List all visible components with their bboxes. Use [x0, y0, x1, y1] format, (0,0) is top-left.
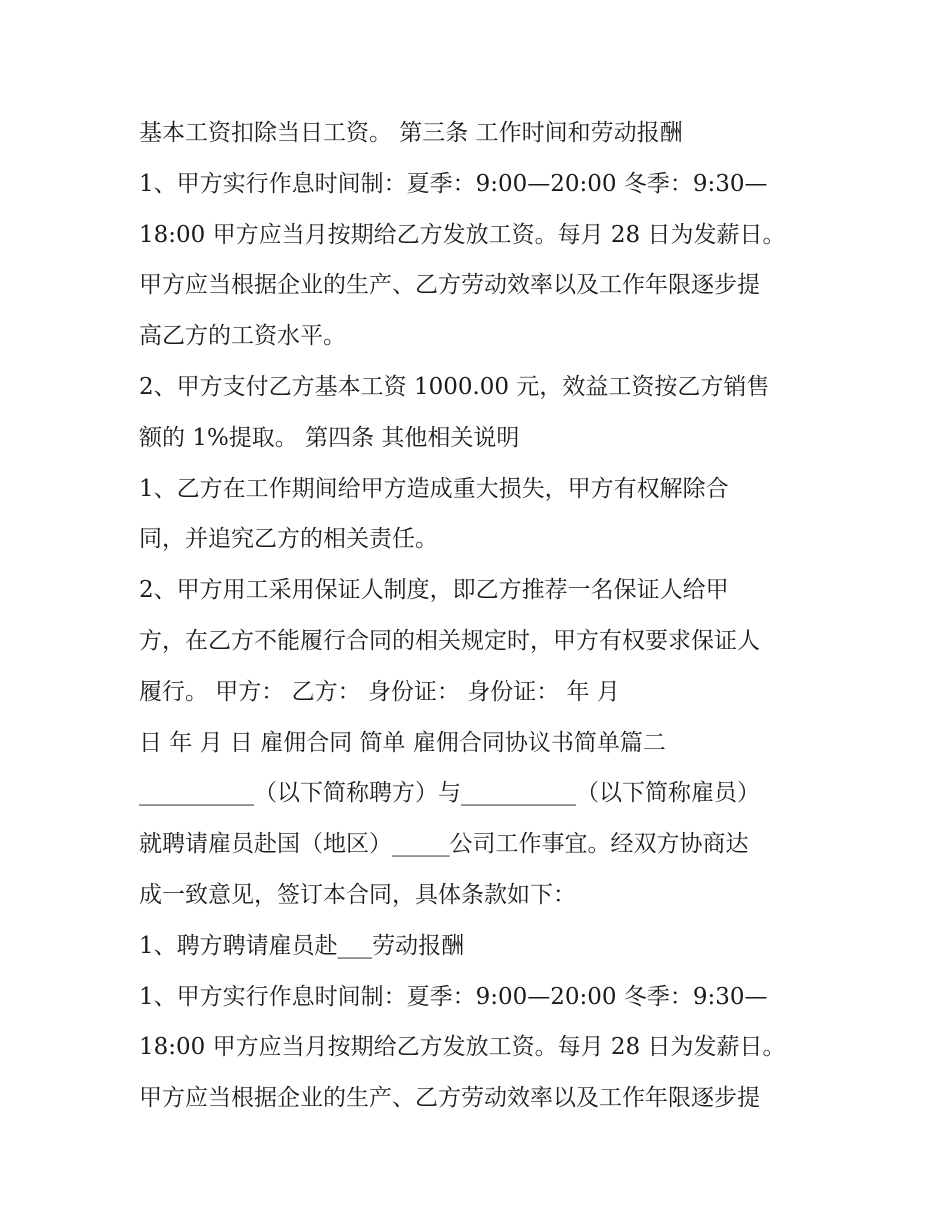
text-line: 18:00 甲方应当月按期给乙方发放工资。每月 28 日为发薪日。: [139, 221, 786, 248]
text-line: 方，在乙方不能履行合同的相关规定时，甲方有权要求保证人: [139, 627, 760, 654]
text-line: 就聘请雇员赴国（地区）_____公司工作事宜。经双方协商达: [139, 831, 749, 858]
text-line: 高乙方的工资水平。: [139, 323, 346, 350]
text-line: __________（以下简称聘方）与__________（以下简称雇员）: [139, 780, 760, 807]
document-body: [139, 108, 829, 1124]
text-line: 1、甲方实行作息时间制：夏季：9:00—20:00 冬季：9:30—: [139, 170, 768, 197]
text-line: 成一致意见，签订本合同，具体条款如下：: [139, 881, 576, 908]
text-line: 1、乙方在工作期间给甲方造成重大损失，甲方有权解除合: [139, 475, 729, 502]
text-line: 日 年 月 日 雇佣合同 简单 雇佣合同协议书简单篇二: [139, 729, 666, 756]
text-line: 2、甲方用工采用保证人制度，即乙方推荐一名保证人给甲: [139, 577, 729, 604]
text-line: 履行。 甲方： 乙方： 身份证： 身份证： 年 月: [139, 678, 620, 705]
text-line: 2、甲方支付乙方基本工资 1000.00 元，效益工资按乙方销售: [139, 373, 770, 400]
text-line: 18:00 甲方应当月按期给乙方发放工资。每月 28 日为发薪日。: [139, 1034, 786, 1061]
text-line: 额的 1%提取。 第四条 其他相关说明: [139, 424, 520, 451]
text-line: 甲方应当根据企业的生产、乙方劳动效率以及工作年限逐步提: [139, 1085, 760, 1112]
text-line: 同，并追究乙方的相关责任。: [139, 526, 438, 553]
text-line: 1、甲方实行作息时间制：夏季：9:00—20:00 冬季：9:30—: [139, 983, 768, 1010]
text-line: 甲方应当根据企业的生产、乙方劳动效率以及工作年限逐步提: [139, 272, 760, 299]
text-line: 基本工资扣除当日工资。 第三条 工作时间和劳动报酬: [139, 120, 683, 146]
text-line: 1、聘方聘请雇员赴___劳动报酬: [139, 932, 465, 959]
